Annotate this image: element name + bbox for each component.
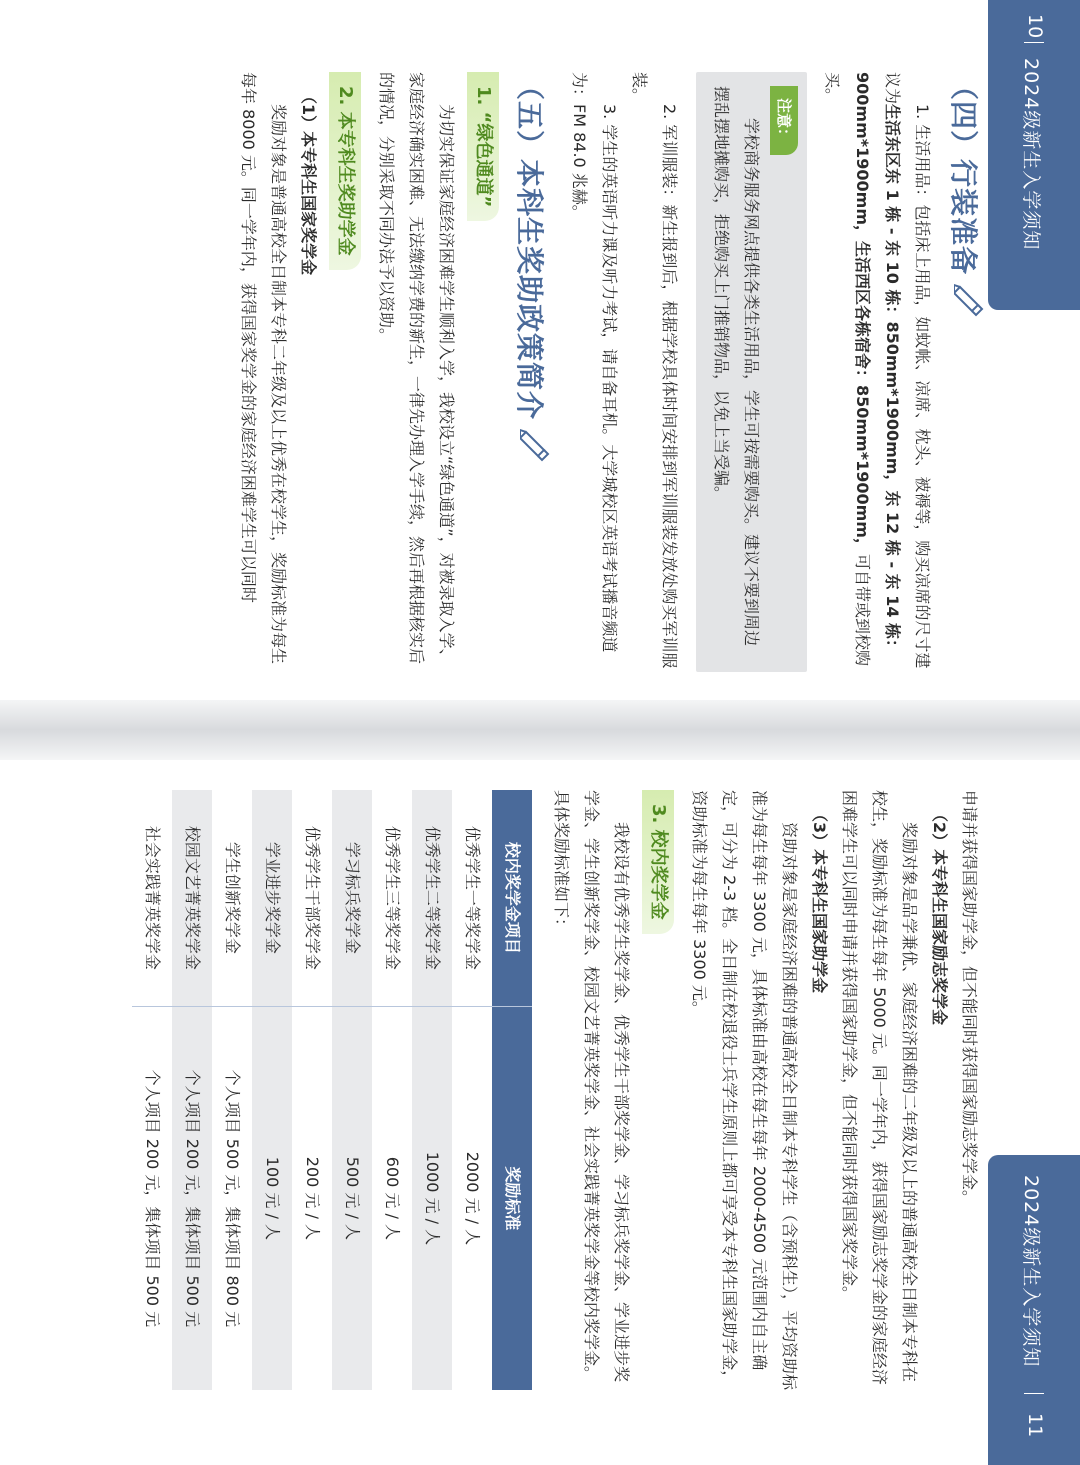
table-cell: 个人项目 200 元，集体项目 500 元 [172, 1006, 212, 1390]
table-cell: 优秀学生二等奖学金 [412, 790, 452, 1006]
table-cell: 个人项目 200 元，集体项目 500 元 [132, 1006, 172, 1390]
inspiration-scholarship-text: 奖励对象是品学兼优、家庭经济困难的二年级及以上的普通高校全日制本专科在校生，奖励标准为每生每年 5000 元。同一学年内，获得国家励志奖学金的家庭经济困难学生可以同时申请并获得国家助学金，但不能同时获得国家奖学金。 [840, 790, 919, 1385]
right-page-content [132, 790, 984, 1390]
section4-title: （四）行装准备 [947, 72, 981, 276]
table-row [132, 790, 172, 1390]
table-row [292, 790, 332, 1390]
section5-heading [509, 72, 550, 672]
table-header-standard: 奖励标准 [492, 1006, 532, 1390]
section5-title: （五）本科生奖助政策简介 [513, 72, 547, 421]
table-row [252, 790, 292, 1390]
inspiration-scholarship-title: （2）本专科生国家励志奖学金 [930, 806, 949, 1026]
table-row [372, 790, 412, 1390]
table-cell: 个人项目 500 元，集体项目 800 元 [212, 1006, 252, 1390]
table-cell: 优秀学生一等奖学金 [463, 825, 482, 970]
pencil-icon [509, 428, 550, 464]
continued-text: 申请并获得国家助学金，但不能同时获得国家励志奖学金。 [960, 790, 979, 1207]
left-page-number: 10 [1024, 14, 1046, 39]
national-scholarship-text: 奖励对象是普通高校全日制本专科二年级及以上优秀在校学生，奖励标准为每生每年 8000 元。同一学年内，获得国家奖学金的家庭经济困难学生可以同时 [239, 72, 288, 665]
table-row [452, 790, 492, 1390]
divider [1024, 1393, 1044, 1394]
national-scholarship-title: （1）本专科生国家奖学金 [299, 88, 318, 276]
campus-scholarship-text: 我校设有优秀学生奖学金、优秀学生干部奖学金、学习标兵奖学金、学业进步奖学金、学生创新奖学金、校园文艺菁英奖学金、社会实践菁英奖学金等校内奖学金。具体奖励标准如下： [552, 790, 631, 1383]
item1-paragraph [817, 72, 937, 672]
table-row [172, 790, 212, 1390]
scholarship-table [132, 790, 532, 1390]
national-grant-title: （3）本专科生国家助学金 [810, 806, 829, 994]
item1-end: 可自带或到校购买。 [823, 72, 872, 666]
left-header-title: 2024级新生入学须知 [1020, 58, 1042, 251]
national-grant-text: 资助对象是家庭经济困难的普通高校全日制本专科学生（含预科生），平均资助标准为每生每年 3300 元，具体标准由高校在每生每年 2000-4500 元范围内自主确定，可分为 2-3 档。全日制在校退役士兵学生原则上都可享受本专科生国家助学金，资助标准为每生每年 3300 元。 [690, 790, 799, 1391]
notice-text: 学校商务服务网点提供各类生活用品，学生可按需要购买。建议不要到周边摆乱摆地摊购买，拒绝购买上门推销物品，以免上当受骗。 [712, 86, 761, 647]
table-cell: 学生创新奖学金 [223, 841, 242, 954]
table-cell: 1000 元 / 人 [412, 1006, 452, 1390]
right-header-title: 2024级新生入学须知 [1020, 1175, 1042, 1368]
divider [1024, 42, 1044, 43]
item1-text: 1. 生活用品：包括床上用品，如蚊帐、凉席、枕头、被褥等，购买凉席的尺寸建议为 [883, 72, 932, 669]
notice-box [696, 72, 807, 672]
green-channel-heading: 1. “绿色通道” [467, 72, 499, 221]
page-spine [0, 700, 1080, 760]
table-cell: 2000 元 / 人 [452, 1006, 492, 1390]
item1-bold: 生活东区东 1 栋 - 东 10 栋：850mm*1900mm，东 12 栋 - 东 14 栋：900mm*1900mm，生活西区各栋宿舍：850mm*1900mm， [853, 72, 902, 656]
scholarship-heading: 2. 本专科生奖助学金 [329, 72, 361, 270]
item3-paragraph: 3. 学生的英语听力课及听力考试，请自备耳机。大学城校区英语考试播音频道为：FM 84.0 兆赫。 [570, 72, 619, 653]
table-cell: 学习标兵奖学金 [332, 790, 372, 1006]
left-page-content [233, 72, 984, 672]
left-header-tab [988, 0, 1080, 310]
table-cell: 优秀学生三等奖学金 [383, 825, 402, 970]
table-cell: 100 元 / 人 [252, 1006, 292, 1390]
pencil-icon [943, 283, 984, 319]
table-row [332, 790, 372, 1390]
item2-paragraph: 2. 军训服装：新生报到后，根据学校具体时间安排到军训服装发放处购买军训服装。 [630, 72, 679, 669]
table-row [212, 790, 252, 1390]
table-cell: 校园文艺菁英奖学金 [172, 790, 212, 1006]
section4-heading [943, 72, 984, 672]
green-channel-text: 为切实保证家庭经济困难学生顺利入学，我校设立“绿色通道”，对被录取入学、家庭经济确实困难、无法缴纳学费的新生，一律先办理入学手续，然后再根据核实后的情况，分别采取不同办法予以资助。 [377, 72, 456, 665]
right-header-tab [988, 1155, 1080, 1465]
table-cell: 600 元 / 人 [372, 1006, 412, 1390]
notice-label: 注意： [770, 86, 798, 155]
table-cell: 200 元 / 人 [292, 1006, 332, 1390]
table-cell: 学业进步奖学金 [252, 790, 292, 1006]
table-cell: 500 元 / 人 [332, 1006, 372, 1390]
table-header-row [492, 790, 532, 1390]
table-cell: 社会实践菁英奖学金 [143, 825, 162, 970]
table-header-item: 校内奖学金项目 [492, 790, 532, 1006]
table-cell: 优秀学生干部奖学金 [303, 825, 322, 970]
table-row [412, 790, 452, 1390]
right-page-number: 11 [1024, 1413, 1046, 1438]
campus-scholarship-heading: 3. 校内奖学金 [642, 790, 674, 934]
